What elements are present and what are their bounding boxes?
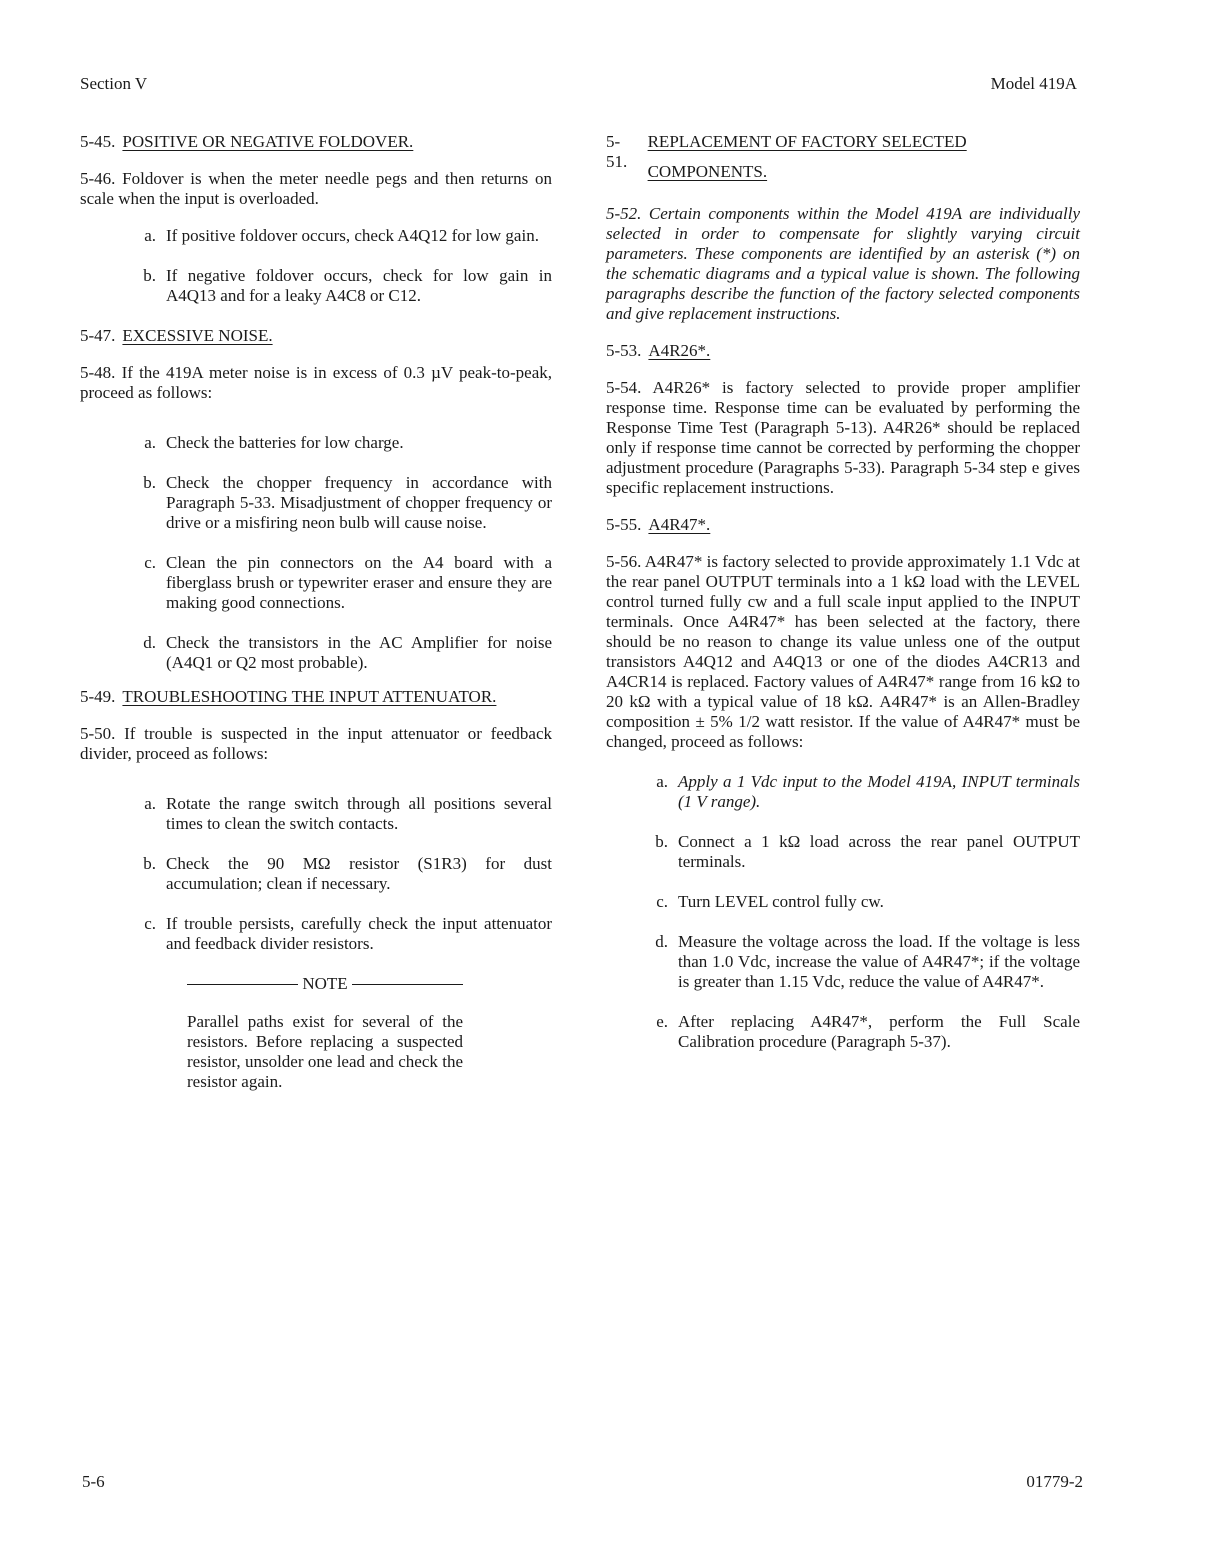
item-text: Apply a 1 Vdc input to the Model 419A, INPUT terminals (1 V range). [678, 772, 1080, 811]
item-text: Check the batteries for low charge. [166, 433, 404, 452]
heading-5-49 [80, 687, 552, 707]
note-label: NOTE [302, 974, 348, 993]
item-mark: a. [656, 772, 668, 791]
list-item [80, 854, 552, 894]
item-text: Clean the pin connectors on the A4 board with a fiberglass brush or typewriter eraser and ensure they are making good connections. [166, 553, 552, 612]
note-rule-right [352, 984, 463, 985]
item-mark: c. [144, 914, 156, 933]
heading-title: POSITIVE OR NEGATIVE FOLDOVER. [122, 132, 414, 151]
item-mark: e. [656, 1012, 668, 1031]
note-title [187, 974, 463, 994]
heading-number: 5-51. [606, 132, 628, 171]
paragraph-5-52: 5-52. Certain components within the Model 419A are individually selected in order to compensate for slightly varying circuit parameters. These components are identified by an asterisk (*) on the schematic diagrams and a typical value is shown. The following paragraphs describe the function of the factory selected components and give replacement instructions. [606, 204, 1080, 323]
list-item [606, 772, 1080, 812]
list-item [80, 473, 552, 533]
right-column [606, 132, 1080, 1072]
note-text: Parallel paths exist for several of the resistors. Before replacing a suspected resistor, unsolder one lead and check the resistor again. [187, 1012, 463, 1091]
list-item [80, 226, 552, 246]
heading-5-55 [606, 515, 1080, 535]
list-item [606, 832, 1080, 872]
document-number: 01779-2 [1026, 1472, 1083, 1491]
list-5-46 [80, 226, 552, 306]
heading-number: 5-47. [80, 326, 116, 345]
note-rule-left [187, 984, 298, 985]
list-item [80, 553, 552, 613]
item-text: Connect a 1 kΩ load across the rear panel OUTPUT terminals. [678, 832, 1080, 871]
item-mark: a. [144, 226, 156, 245]
item-mark: b. [143, 473, 156, 492]
heading-number: 5-45. [80, 132, 116, 151]
item-text: Rotate the range switch through all positions several times to clean the switch contacts. [166, 794, 552, 833]
item-text: Turn LEVEL control fully cw. [678, 892, 884, 911]
item-text: Check the transistors in the AC Amplifier for noise (A4Q1 or Q2 most probable). [166, 633, 552, 672]
list-item [80, 633, 552, 673]
paragraph-5-54: 5-54. A4R26* is factory selected to provide proper amplifier response time. Response time can be evaluated by performing the Response Time Test (Paragraph 5-13). A4R26* should be replaced only if response time cannot be corrected by performing the chopper adjustment procedure (Paragraphs 5-33). Paragraph 5-34 step e gives specific replacement instructions. [606, 378, 1080, 497]
heading-title: A4R26*. [648, 341, 711, 360]
list-5-50 [80, 794, 552, 954]
item-mark: a. [144, 433, 156, 452]
list-item [80, 433, 552, 453]
section-label: Section V [80, 74, 148, 93]
heading-5-53 [606, 341, 1080, 361]
item-text: Check the 90 MΩ resistor (S1R3) for dust accumulation; clean if necessary. [166, 854, 552, 893]
paragraph-5-56: 5-56. A4R47* is factory selected to provide approximately 1.1 Vdc at the rear panel OUTPUT terminals into a 1 kΩ load with the LEVEL control turned fully cw and a full scale input applied to the INPUT terminals. Once A4R47* has been selected at the factory, there should be no reason to change its value unless one of the output transistors A4Q12 and A4Q13 or one of the diodes A4CR13 and A4CR14 is replaced. Factory values of A4R47* range from 16 kΩ to 20 kΩ with a typical value of 18 kΩ. A4R47* is an Allen-Bradley composition ± 5% 1/2 watt resistor. If the value of A4R47* must be changed, proceed as follows: [606, 552, 1080, 751]
item-mark: c. [656, 892, 668, 911]
page-number: 5-6 [82, 1472, 105, 1491]
item-text: If positive foldover occurs, check A4Q12 for low gain. [166, 226, 539, 245]
list-5-56 [606, 772, 1080, 1052]
item-text: Check the chopper frequency in accordance with Paragraph 5-33. Misadjustment of chopper frequency or drive or a misfiring neon bulb will cause noise. [166, 473, 552, 532]
list-item [606, 892, 1080, 912]
model-label: Model 419A [990, 74, 1077, 93]
left-column [80, 132, 552, 1092]
item-text: After replacing A4R47*, perform the Full Scale Calibration procedure (Paragraph 5-37). [678, 1012, 1080, 1051]
item-mark: b. [143, 266, 156, 285]
item-mark: b. [143, 854, 156, 873]
heading-title: REPLACEMENT OF FACTORY SELECTED COMPONENTS. [647, 132, 967, 181]
item-text: If negative foldover occurs, check for low gain in A4Q13 and for a leaky A4C8 or C12. [166, 266, 552, 305]
list-item [80, 914, 552, 954]
heading-number: 5-55. [606, 515, 642, 534]
heading-number: 5-49. [80, 687, 116, 706]
heading-5-45 [80, 132, 552, 152]
list-item [80, 794, 552, 834]
heading-number: 5-53. [606, 341, 642, 360]
item-mark: c. [144, 553, 156, 572]
note-block [187, 974, 463, 1092]
item-text: If trouble persists, carefully check the input attenuator and feedback divider resistors. [166, 914, 552, 953]
item-mark: d. [655, 932, 668, 951]
item-text: Measure the voltage across the load. If the voltage is less than 1.0 Vdc, increase the value of A4R47*; if the voltage is greater than 1.15 Vdc, reduce the value of A4R47*. [678, 932, 1080, 991]
heading-5-47 [80, 326, 552, 346]
paragraph-5-46: 5-46. Foldover is when the meter needle pegs and then returns on scale when the input is overloaded. [80, 169, 552, 208]
heading-5-51 [606, 132, 1080, 187]
list-item [606, 1012, 1080, 1052]
paragraph-5-48: 5-48. If the 419A meter noise is in excess of 0.3 µV peak-to-peak, proceed as follows: [80, 363, 552, 402]
list-item [80, 266, 552, 306]
list-item [606, 932, 1080, 992]
paragraph-5-50: 5-50. If trouble is suspected in the input attenuator or feedback divider, proceed as follows: [80, 724, 552, 763]
item-mark: d. [143, 633, 156, 652]
item-mark: a. [144, 794, 156, 813]
list-5-48 [80, 433, 552, 673]
item-mark: b. [655, 832, 668, 851]
heading-title: TROUBLESHOOTING THE INPUT ATTENUATOR. [122, 687, 497, 706]
page-footer [82, 1472, 1083, 1492]
page-header [80, 74, 1077, 94]
heading-title: A4R47*. [648, 515, 711, 534]
heading-title: EXCESSIVE NOISE. [122, 326, 273, 345]
